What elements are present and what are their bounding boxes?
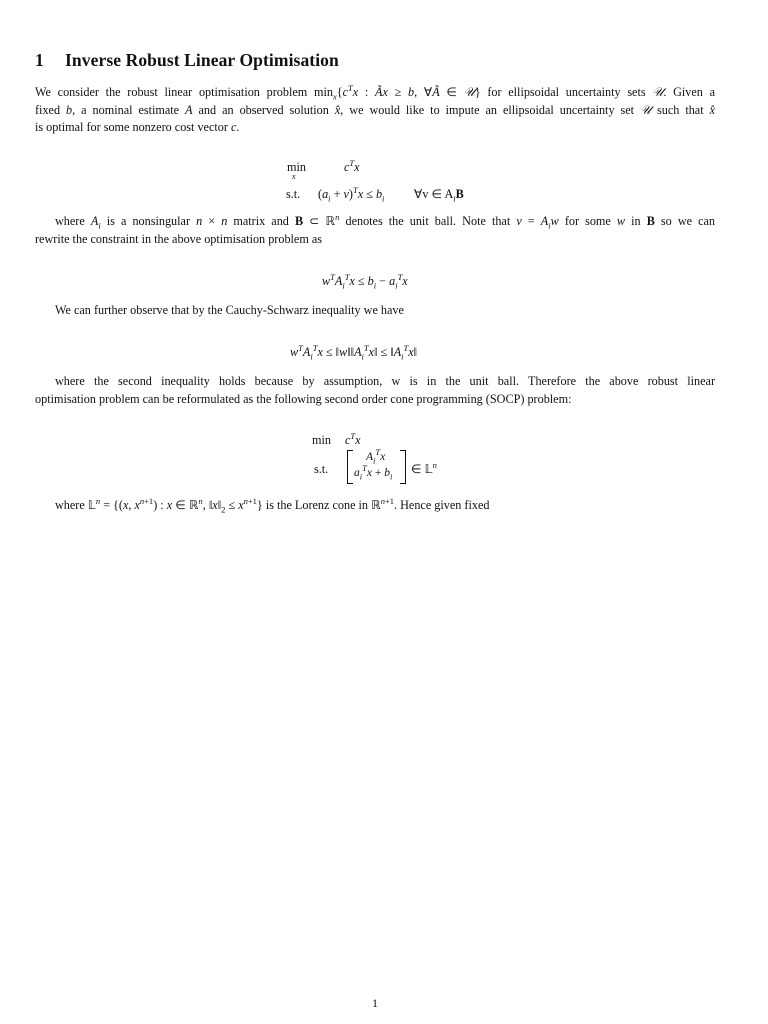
matrix-right-bracket [400, 450, 406, 484]
para3-line: We can further observe that by the Cauchy-Schwarz inequality we have [55, 303, 404, 317]
min-operator: min [287, 160, 306, 174]
paragraph-2 [35, 213, 715, 248]
intro-paragraph [35, 84, 715, 137]
matrix-bottom-entry: $a_i^Tx + b_i$ [354, 463, 393, 482]
intro-line-2: fixed b, a nominal estimate A and an observed solution x̂, we would like to impute an ellipsoidal uncertainty set 𝒰 such that x̂ [35, 102, 716, 117]
intro-line-3: is optimal for some nonzero cost vector c. [35, 120, 240, 134]
matrix-left-bracket [347, 450, 353, 484]
section-title: Inverse Robust Linear Optimisation [65, 50, 339, 70]
para2-line-1: where $A_i$ is a nonsingular n × n matrix and B ⊂ ℝ$^n$ denotes the unit ball. Note that $v = A_iw$ for some w in B so we can [55, 211, 716, 231]
lorenz-membership: ∈ 𝕃$^n$ [411, 459, 437, 476]
para2-line-2: rewrite the constraint in the above optimisation problem as [35, 231, 323, 246]
matrix-top-entry: $A_i^Tx$ [366, 447, 386, 466]
section-number: 1 [35, 50, 44, 70]
equation-cauchy-schwarz: $w^TA_i^Tx$ ≤ $‖w‖‖A_i^Tx‖$ ≤ $‖A_i^Tx‖$ [290, 342, 418, 362]
para4-line-1: where the second inequality holds because by assumption, w is in the unit ball. Therefore the above robust linear [55, 374, 715, 388]
problem1-st: s.t. [286, 187, 301, 201]
section-heading [35, 50, 339, 71]
problem2-st: s.t. [314, 462, 329, 476]
page-number: 1 [372, 996, 378, 1010]
equation-rewritten-constraint: $w^TA_i^Tx \le b_i - a_i^Tx$ [322, 271, 408, 291]
problem1-objective-row [287, 160, 306, 175]
para5-line: where 𝕃$^n$ = {(x, $x^{n+1}$) : x ∈ ℝ$^n$, $‖x‖_2 \le x^{n+1}$} is the Lorenz cone in ℝ$^{n+1}$. Hence given fixed [55, 495, 490, 515]
problem2-min: min [312, 433, 331, 447]
problem1-forall: ∀v ∈ $A_iB$ [414, 187, 464, 204]
paragraph-4 [35, 373, 715, 408]
paragraph-3 [35, 302, 715, 320]
problem1-objective: $c^Tx$ [344, 157, 360, 174]
problem2-objective: $c^Tx$ [345, 430, 361, 447]
para4-line-2: optimisation problem can be reformulated as the following second order cone programming (SOCP) problem: [35, 391, 572, 406]
problem1-constraint: $(a_i + v)^Tx \le b_i$ [318, 184, 385, 204]
paragraph-5 [35, 497, 715, 515]
problem1-min-subscript: x [292, 172, 296, 181]
intro-line-1: We consider the robust linear optimisation problem $\min_x\{c^Tx$ : Ãx ≥ b, ∀Ã ∈ 𝒰} for ellipsoidal uncertainty sets 𝒰. Given a [35, 82, 716, 102]
